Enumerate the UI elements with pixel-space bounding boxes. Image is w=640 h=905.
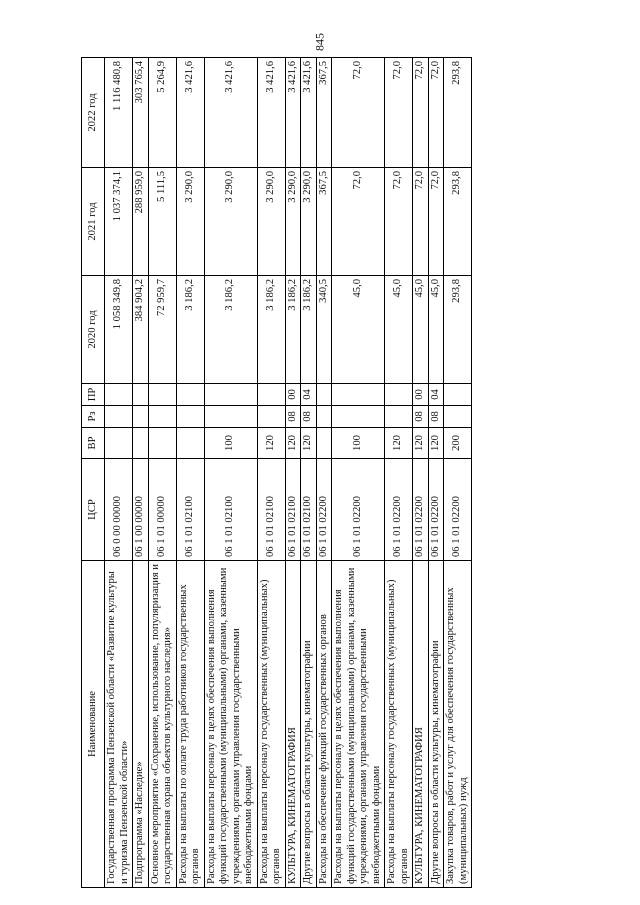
row-2022: 367,5: [316, 58, 332, 168]
row-csr: 06 1 01 02100: [257, 459, 285, 561]
row-csr: 06 0 00 00000: [105, 459, 133, 561]
table-row: [316, 58, 332, 888]
row-vr: [316, 428, 332, 459]
table-row: [285, 58, 301, 888]
row-csr: 06 1 01 02200: [428, 459, 444, 561]
row-2022: 72,0: [385, 58, 413, 168]
row-csr: 06 1 01 02200: [413, 459, 429, 561]
row-rz: [176, 406, 204, 428]
row-2021: 72,0: [428, 168, 444, 276]
col-header-2022: 2022 год: [82, 58, 105, 168]
row-pr: [176, 384, 204, 406]
row-2020: 293,8: [444, 276, 472, 384]
row-name: Другие вопросы в области культуры, кинематографии: [301, 561, 317, 888]
row-csr: 06 1 01 02200: [444, 459, 472, 561]
row-2021: 3 290,0: [301, 168, 317, 276]
row-vr: 200: [444, 428, 472, 459]
table-row: [301, 58, 317, 888]
row-csr: 06 1 01 02200: [332, 459, 385, 561]
row-2022: 3 421,6: [301, 58, 317, 168]
row-rz: [444, 406, 472, 428]
row-2021: 5 111,5: [148, 168, 176, 276]
row-2020: 3 186,2: [176, 276, 204, 384]
row-vr: 120: [413, 428, 429, 459]
row-pr: [133, 384, 149, 406]
row-2022: 303 765,4: [133, 58, 149, 168]
row-2020: 45,0: [385, 276, 413, 384]
col-header-csr: ЦСР: [82, 459, 105, 561]
table-header-row: [82, 58, 105, 888]
row-vr: [176, 428, 204, 459]
row-name: КУЛЬТУРА, КИНЕМАТОГРАФИЯ: [285, 561, 301, 888]
col-header-name: Наименование: [82, 561, 105, 888]
row-rz: 08: [301, 406, 317, 428]
row-2020: 45,0: [332, 276, 385, 384]
row-csr: 06 1 01 02200: [316, 459, 332, 561]
col-header-pr: ПР: [82, 384, 105, 406]
table-row: [332, 58, 385, 888]
row-pr: 00: [413, 384, 429, 406]
row-name: КУЛЬТУРА, КИНЕМАТОГРАФИЯ: [413, 561, 429, 888]
row-rz: [204, 406, 257, 428]
row-2020: 45,0: [428, 276, 444, 384]
row-2021: 288 959,0: [133, 168, 149, 276]
row-csr: 06 1 00 00000: [133, 459, 149, 561]
row-2021: 3 290,0: [204, 168, 257, 276]
row-name: Другие вопросы в области культуры, кинематографии: [428, 561, 444, 888]
row-name: Расходы на выплаты по оплате труда работников государственных органов: [176, 561, 204, 888]
row-csr: 06 1 01 02100: [176, 459, 204, 561]
row-2022: 1 116 480,8: [105, 58, 133, 168]
rotated-table-area: [81, 58, 518, 888]
row-pr: 00: [285, 384, 301, 406]
row-rz: 08: [285, 406, 301, 428]
row-2020: 72 959,7: [148, 276, 176, 384]
col-header-2020: 2020 год: [82, 276, 105, 384]
row-vr: 120: [385, 428, 413, 459]
row-2020: 384 904,2: [133, 276, 149, 384]
row-name: Расходы на выплаты персоналу в целях обеспечения выполнения функций государственными (муниципальными) органами, казенными учреждениями, органами управления государственными внебюджетными фондами: [204, 561, 257, 888]
row-vr: 120: [285, 428, 301, 459]
table-rotator: [81, 58, 518, 888]
table-row: [413, 58, 429, 888]
row-rz: [105, 406, 133, 428]
row-pr: [444, 384, 472, 406]
row-2020: 3 186,2: [285, 276, 301, 384]
row-2021: 3 290,0: [285, 168, 301, 276]
table-row: [204, 58, 257, 888]
row-2020: 3 186,2: [257, 276, 285, 384]
row-pr: 04: [428, 384, 444, 406]
table-row: [105, 58, 133, 888]
row-2022: 72,0: [332, 58, 385, 168]
row-2020: 3 186,2: [204, 276, 257, 384]
row-rz: [133, 406, 149, 428]
table-row: [133, 58, 149, 888]
table-row: [148, 58, 176, 888]
row-rz: [148, 406, 176, 428]
row-2022: 3 421,6: [204, 58, 257, 168]
row-2020: 3 186,2: [301, 276, 317, 384]
row-pr: 04: [301, 384, 317, 406]
row-2021: 3 290,0: [176, 168, 204, 276]
row-2022: 3 421,6: [285, 58, 301, 168]
row-csr: 06 1 01 02200: [385, 459, 413, 561]
row-name: Основное мероприятие «Сохранение, использование, популяризация и государственная охрана объектов культурного наследия»: [148, 561, 176, 888]
table-row: [385, 58, 413, 888]
row-2022: 3 421,6: [176, 58, 204, 168]
row-vr: 120: [428, 428, 444, 459]
row-vr: [105, 428, 133, 459]
row-2022: 5 264,9: [148, 58, 176, 168]
row-2022: 293,8: [444, 58, 472, 168]
row-vr: 100: [204, 428, 257, 459]
row-rz: [257, 406, 285, 428]
col-header-2021: 2021 год: [82, 168, 105, 276]
row-rz: [332, 406, 385, 428]
row-pr: [257, 384, 285, 406]
row-name: Расходы на обеспечение функций государственных органов: [316, 561, 332, 888]
table-row: [176, 58, 204, 888]
row-pr: [204, 384, 257, 406]
row-vr: [133, 428, 149, 459]
row-2020: 340,5: [316, 276, 332, 384]
row-rz: 08: [428, 406, 444, 428]
row-name: Подпрограмма «Наследие»: [133, 561, 149, 888]
row-name: Расходы на выплаты персоналу государственных (муниципальных) органов: [257, 561, 285, 888]
row-2022: 72,0: [428, 58, 444, 168]
row-rz: [316, 406, 332, 428]
row-pr: [332, 384, 385, 406]
row-rz: [385, 406, 413, 428]
col-header-vr: ВР: [82, 428, 105, 459]
table-row: [444, 58, 472, 888]
row-2021: 367,5: [316, 168, 332, 276]
row-name: Закупка товаров, работ и услуг для обеспечения государственных (муниципальных) нужд: [444, 561, 472, 888]
row-vr: 100: [332, 428, 385, 459]
row-name: Расходы на выплаты персоналу в целях обеспечения выполнения функций государственными (муниципальными) органами, казенными учреждениями, органами управления государственными внебюджетными фондами: [332, 561, 385, 888]
row-name: Государственная программа Пензенской области «Развитие культуры и туризма Пензенской области»: [105, 561, 133, 888]
row-rz: 08: [413, 406, 429, 428]
row-2021: 1 037 374,1: [105, 168, 133, 276]
row-csr: 06 1 01 02100: [301, 459, 317, 561]
row-2022: 3 421,6: [257, 58, 285, 168]
table-row: [257, 58, 285, 888]
row-2022: 72,0: [413, 58, 429, 168]
row-vr: 120: [301, 428, 317, 459]
row-2021: 3 290,0: [257, 168, 285, 276]
row-csr: 06 1 01 00000: [148, 459, 176, 561]
row-2021: 72,0: [332, 168, 385, 276]
row-pr: [385, 384, 413, 406]
table-row: [428, 58, 444, 888]
row-2020: 1 058 349,8: [105, 276, 133, 384]
row-vr: 120: [257, 428, 285, 459]
row-name: Расходы на выплаты персоналу государственных (муниципальных) органов: [385, 561, 413, 888]
row-pr: [105, 384, 133, 406]
page-number: 845: [312, 33, 327, 51]
budget-table: [81, 57, 472, 888]
row-2021: 72,0: [413, 168, 429, 276]
row-csr: 06 1 01 02100: [285, 459, 301, 561]
row-pr: [148, 384, 176, 406]
col-header-rz: Рз: [82, 406, 105, 428]
row-2020: 45,0: [413, 276, 429, 384]
row-vr: [148, 428, 176, 459]
row-csr: 06 1 01 02100: [204, 459, 257, 561]
table-body: [105, 58, 472, 888]
row-2021: 72,0: [385, 168, 413, 276]
row-pr: [316, 384, 332, 406]
row-2021: 293,8: [444, 168, 472, 276]
